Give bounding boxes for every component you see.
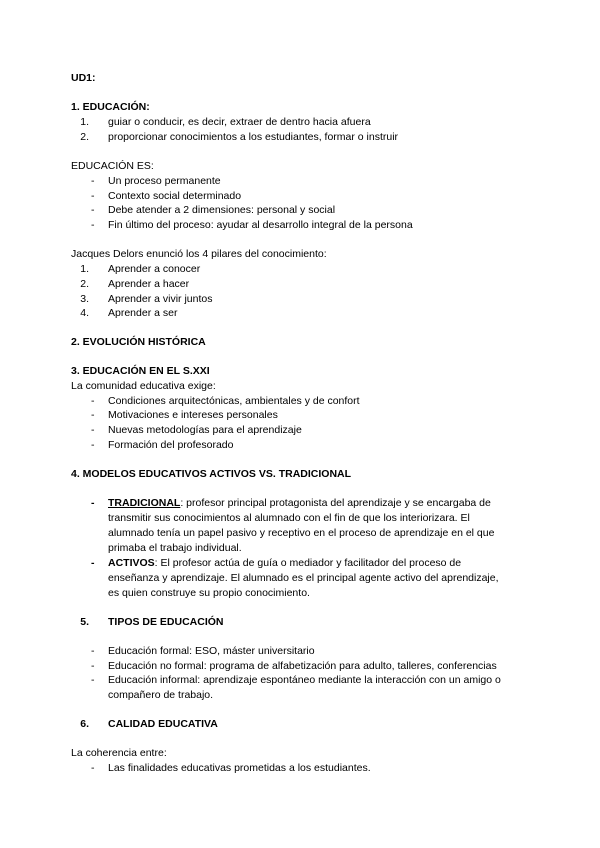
list-item-text: Formación del profesorado: [108, 439, 234, 451]
section-1-heading: 1. EDUCACIÓN:: [71, 101, 150, 113]
section-3-heading: 3. EDUCACIÓN EN EL S.XXI: [71, 365, 210, 377]
list-item-text: Las finalidades educativas prometidas a los estudiantes.: [108, 762, 371, 774]
list-item-text: Aprender a ser: [108, 307, 178, 319]
section-5-number: 5.: [80, 616, 89, 628]
list-item-text: Un proceso permanente: [108, 175, 221, 187]
traditional-text-line-3: alumnado tenía un papel pasivo y receptivo en el proceso de aprendizaje en el que: [108, 527, 495, 539]
list-item-text: Nuevas metodologías para el aprendizaje: [108, 424, 302, 436]
list-dash: -: [91, 557, 95, 569]
list-dash: -: [91, 674, 95, 686]
list-item-text-continuation: compañero de trabajo.: [108, 689, 214, 701]
list-item-text: Aprender a conocer: [108, 263, 201, 275]
list-item-text: proporcionar conocimientos a los estudiantes, formar o instruir: [108, 131, 399, 143]
list-dash: -: [91, 409, 95, 421]
list-dash: -: [91, 497, 95, 509]
list-dash: -: [91, 190, 95, 202]
list-dash: -: [91, 175, 95, 187]
list-number: 1.: [80, 263, 89, 275]
list-item-text: Aprender a hacer: [108, 278, 190, 290]
list-number: 3.: [80, 293, 89, 305]
list-dash: -: [91, 660, 95, 672]
list-dash: -: [91, 645, 95, 657]
list-item-text: Debe atender a 2 dimensiones: personal y social: [108, 204, 336, 216]
unit-title: UD1:: [71, 72, 96, 84]
list-item-text: Aprender a vivir juntos: [108, 293, 213, 305]
traditional-text-line-2: transmitir sus conocimientos al alumnado con el fin de que los interiorizara. El: [108, 512, 470, 524]
list-item-text: Fin último del proceso: ayudar al desarrollo integral de la persona: [108, 219, 413, 231]
list-dash: -: [91, 439, 95, 451]
section-4-heading: 4. MODELOS EDUCATIVOS ACTIVOS VS. TRADICIONAL: [71, 468, 352, 480]
list-item-text: guiar o conducir, es decir, extraer de dentro hacia afuera: [108, 116, 371, 128]
education-is-label: EDUCACIÓN ES:: [71, 160, 154, 172]
list-item-text: Educación informal: aprendizaje espontáneo mediante la interacción con un amigo o: [108, 674, 501, 686]
list-number: 2.: [80, 131, 89, 143]
traditional-label: TRADICIONAL: [108, 497, 181, 509]
active-text-line-1: : El profesor actúa de guía o mediador y facilitador del proceso de: [154, 557, 462, 569]
traditional-text-line-1: : profesor principal protagonista del aprendizaje y se encargaba de: [180, 497, 491, 509]
list-dash: -: [91, 424, 95, 436]
section-2-heading: 2. EVOLUCIÓN HISTÓRICA: [71, 336, 206, 348]
section-6-intro: La coherencia entre:: [71, 747, 167, 759]
list-item-text: Condiciones arquitectónicas, ambientales y de confort: [108, 395, 360, 407]
list-item-text: Educación formal: ESO, máster universitario: [108, 645, 315, 657]
list-dash: -: [91, 219, 95, 231]
traditional-text-line-4: primaba el trabajo individual.: [108, 542, 242, 554]
section-6-number: 6.: [80, 718, 89, 730]
list-number: 4.: [80, 307, 89, 319]
section-6-title: CALIDAD EDUCATIVA: [108, 718, 218, 730]
list-item-text: Contexto social determinado: [108, 190, 242, 202]
list-number: 1.: [80, 116, 89, 128]
list-dash: -: [91, 395, 95, 407]
section-5-title: TIPOS DE EDUCACIÓN: [108, 616, 224, 628]
active-text-line-3: es quien construye su propio conocimiento.: [108, 587, 310, 599]
list-number: 2.: [80, 278, 89, 290]
delors-intro: Jacques Delors enunció los 4 pilares del conocimiento:: [71, 248, 327, 260]
active-text-line-2: enseñanza y aprendizaje. El alumnado es el principal agente activo del aprendizaje,: [108, 572, 499, 584]
list-dash: -: [91, 204, 95, 216]
section-3-intro: La comunidad educativa exige:: [71, 380, 216, 392]
list-item-text: Motivaciones e intereses personales: [108, 409, 278, 421]
list-item-text: Educación no formal: programa de alfabetización para adulto, talleres, conferencias: [108, 660, 497, 672]
active-label: ACTIVOS: [108, 557, 155, 569]
list-dash: -: [91, 762, 95, 774]
